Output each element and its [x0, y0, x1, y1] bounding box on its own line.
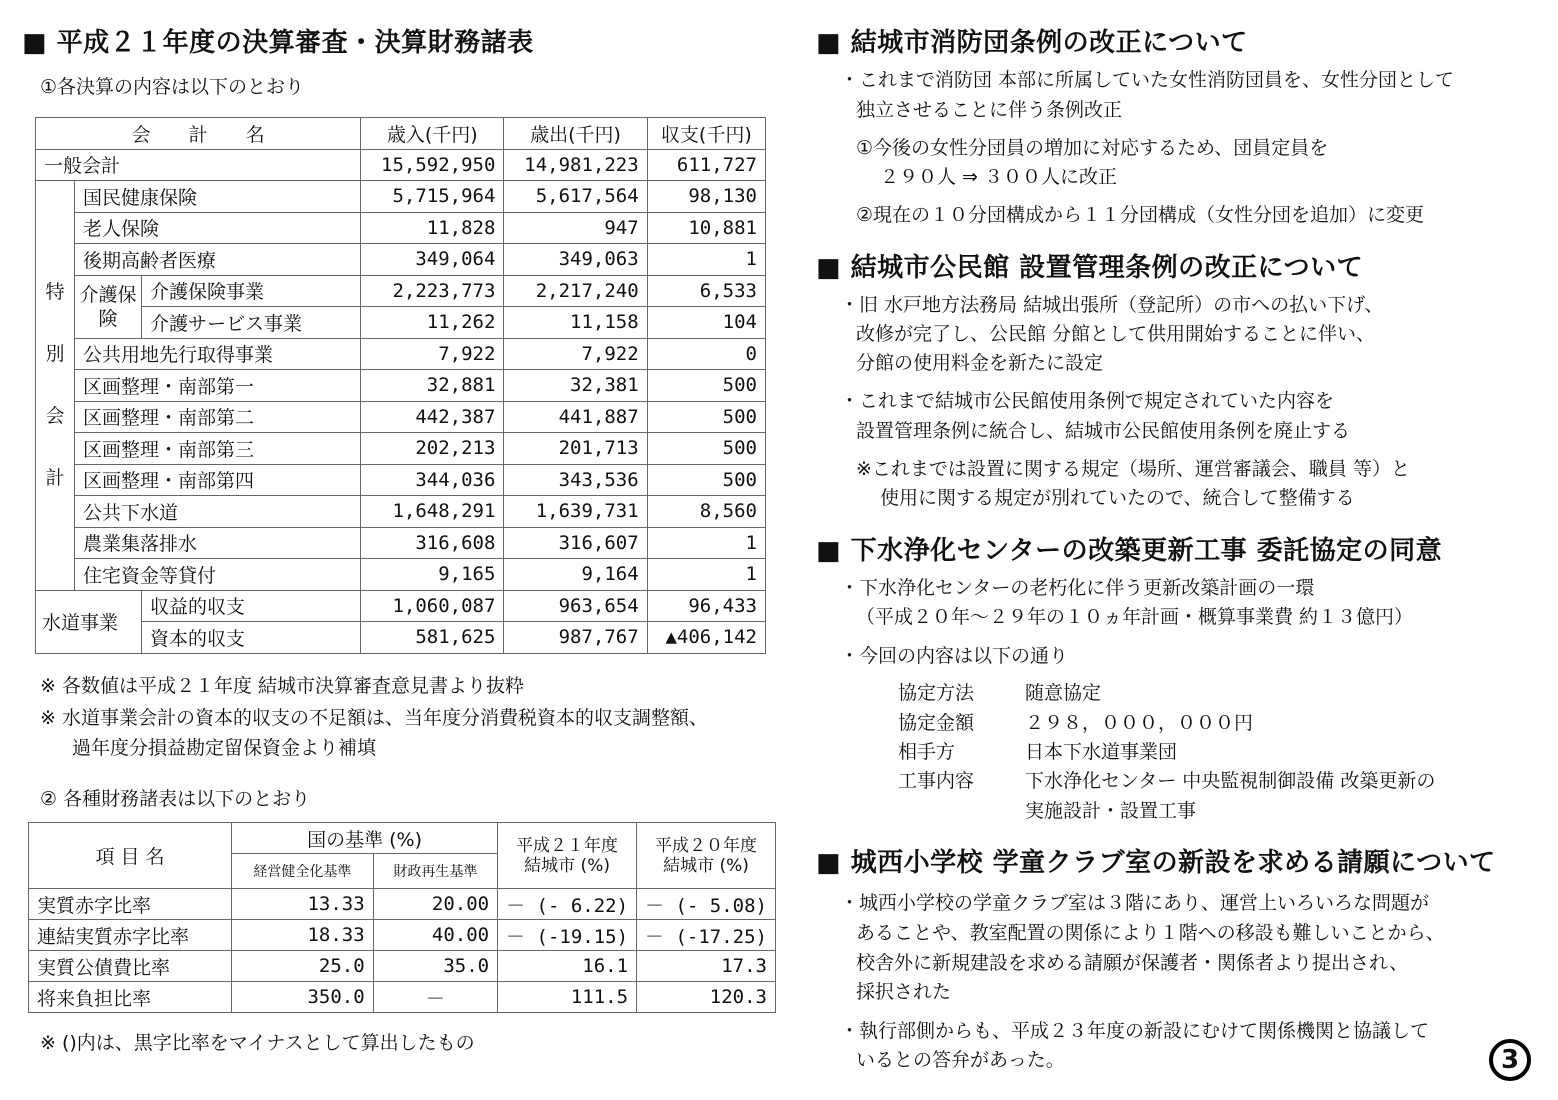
body-text: 使用に関する規定が別れていたので、統合して整備する [880, 487, 1355, 509]
section-heading-settlement: ■ 平成２１年度の決算審査・決算財務諸表 [22, 28, 534, 58]
table-row: 介護サービス事業 11,262 11,158 104 [36, 307, 766, 339]
subheading-financial-statements: ② 各種財務諸表は以下のとおり [40, 788, 311, 810]
body-text: ２９０人 ⇒ ３００人に改正 [880, 166, 1117, 188]
table-row: 特 別 会 計 国民健康保険 5,715,964 5,617,564 98,130 [36, 181, 766, 213]
body-text: （平成２０年～２９年の１０ヵ年計画・概算事業費 約１３億円） [856, 606, 1414, 628]
table-row: 区画整理・南部第一 32,881 32,381 500 [36, 370, 766, 402]
note-source: ※ 各数値は平成２１年度 結城市決算審査意見書より抜粋 [40, 675, 525, 697]
body-text: ②現在の１０分団構成から１１分団構成（女性分団を追加）に変更 [856, 204, 1425, 226]
body-text: ①今後の女性分団員の増加に対応するため、団員定員を [856, 137, 1329, 159]
body-text: 改修が完了し、公民館 分館として供用開始することに伴い、 [856, 323, 1376, 345]
subheading-accounts: ①各決算の内容は以下のとおり [40, 76, 305, 98]
table-row: 連結実質赤字比率 18.33 40.00 － (-19.15) － (-17.25) [29, 920, 776, 951]
section-heading-sewage-center: ■ 下水浄化センターの改築更新工事 委託協定の同意 [816, 536, 1443, 566]
agreement-value: 下水浄化センター 中央監視制御設備 改築更新の [1025, 770, 1436, 792]
table-row: 一般会計 15,592,950 14,981,223 611,727 [36, 149, 766, 181]
body-text: ※これまでは設置に関する規定（場所、運営審議会、職員 等）と [856, 458, 1410, 480]
agreement-key: 工事内容 [898, 770, 975, 792]
body-text: ・旧 水戸地方法務局 結城出張所（登記所）の市への払い下げ、 [840, 294, 1384, 316]
body-text: ・城西小学校の学童クラブ室は３階にあり、運営上いろいろな問題が [840, 892, 1430, 914]
body-text: いるとの答弁があった。 [856, 1049, 1065, 1071]
special-accounts-label: 特 別 会 計 [36, 181, 75, 591]
agreement-value: 日本下水道事業団 [1025, 741, 1178, 763]
body-text: ・今回の内容は以下の通り [840, 645, 1069, 667]
table-row: 資本的収支 581,625 987,767 ▲406,142 [36, 622, 766, 654]
note-parentheses: ※ ()内は、黒字比率をマイナスとして算出したもの [40, 1032, 475, 1054]
body-text: 校舎外に新規建設を求める請願が保護者・関係者より提出され、 [856, 952, 1409, 974]
section-heading-fire-brigade: ■ 結城市消防団条例の改正について [816, 28, 1248, 58]
table-row: 公共下水道 1,648,291 1,639,731 8,560 [36, 496, 766, 528]
body-text: 分館の使用料金を新たに設定 [856, 352, 1104, 374]
agreement-value: 随意協定 [1025, 682, 1102, 704]
note-water-deficit-cont: 過年度分損益勘定留保資金より補填 [72, 737, 377, 759]
table-row: 実質赤字比率 13.33 20.00 － (- 6.22) － (- 5.08) [29, 889, 776, 920]
body-text: ・これまで結城市公民館使用条例で規定されていた内容を [840, 390, 1335, 412]
body-text: 独立させることに伴う条例改正 [856, 99, 1123, 121]
table-header-row: 会 計 名 歳入(千円) 歳出(千円) 収支(千円) [36, 118, 766, 150]
table-row: 水道事業 収益的収支 1,060,087 963,654 96,433 [36, 590, 766, 622]
table-row: 将来負担比率 350.0 － 111.5 120.3 [29, 982, 776, 1013]
table-row: 後期高齢者医療 349,064 349,063 1 [36, 244, 766, 276]
table-row: 区画整理・南部第三 202,213 201,713 500 [36, 433, 766, 465]
care-insurance-label: 介護保険 [75, 275, 142, 338]
table-header-row: 項 目 名 国の基準 (%) 平成２１年度 結城市 (%) 平成２０年度 結城市 (%) [29, 823, 776, 854]
water-business-label: 水道事業 [36, 590, 142, 653]
body-text: ・執行部側からも、平成２３年度の新設にむけて関係機関と協議して [840, 1020, 1430, 1042]
table-row: 介護保険 介護保険事業 2,223,773 2,217,240 6,533 [36, 275, 766, 307]
note-water-deficit: ※ 水道事業会計の資本的収支の不足額は、当年度分消費税資本的収支調整額、 [40, 707, 708, 729]
body-text: ・下水浄化センターの老朽化に伴う更新改築計画の一環 [840, 577, 1315, 599]
agreement-value: ２９８，０００，０００円 [1025, 712, 1254, 734]
body-text: 採択された [856, 981, 952, 1003]
body-text: 設置管理条例に統合し、結城市公民館使用条例を廃止する [856, 420, 1351, 442]
section-heading-community-center: ■ 結城市公民館 設置管理条例の改正について [816, 253, 1364, 283]
page-number: 3 [1489, 1039, 1531, 1081]
table-row: 公共用地先行取得事業 7,922 7,922 0 [36, 338, 766, 370]
agreement-key: 協定方法 [898, 682, 975, 704]
table-row: 実質公債費比率 25.0 35.0 16.1 17.3 [29, 951, 776, 982]
financial-ratio-table [28, 822, 776, 1013]
table-header-row: 経営健全化基準 財政再生基準 [29, 854, 776, 889]
table-row: 住宅資金等貸付 9,165 9,164 1 [36, 559, 766, 591]
settlement-table [35, 117, 766, 654]
table-row: 老人保険 11,828 947 10,881 [36, 212, 766, 244]
agreement-value: 実施設計・設置工事 [1025, 800, 1197, 822]
body-text: ・これまで消防団 本部に所属していた女性消防団員を、女性分団として [840, 69, 1455, 91]
section-heading-school-petition: ■ 城西小学校 学童クラブ室の新設を求める請願について [816, 848, 1496, 878]
body-text: あることや、教室配置の関係により１階への移設も難しいことから、 [856, 922, 1445, 944]
table-row: 区画整理・南部第二 442,387 441,887 500 [36, 401, 766, 433]
agreement-key: 協定金額 [898, 712, 975, 734]
agreement-key: 相手方 [898, 741, 956, 763]
table-row: 区画整理・南部第四 344,036 343,536 500 [36, 464, 766, 496]
table-row: 農業集落排水 316,608 316,607 1 [36, 527, 766, 559]
